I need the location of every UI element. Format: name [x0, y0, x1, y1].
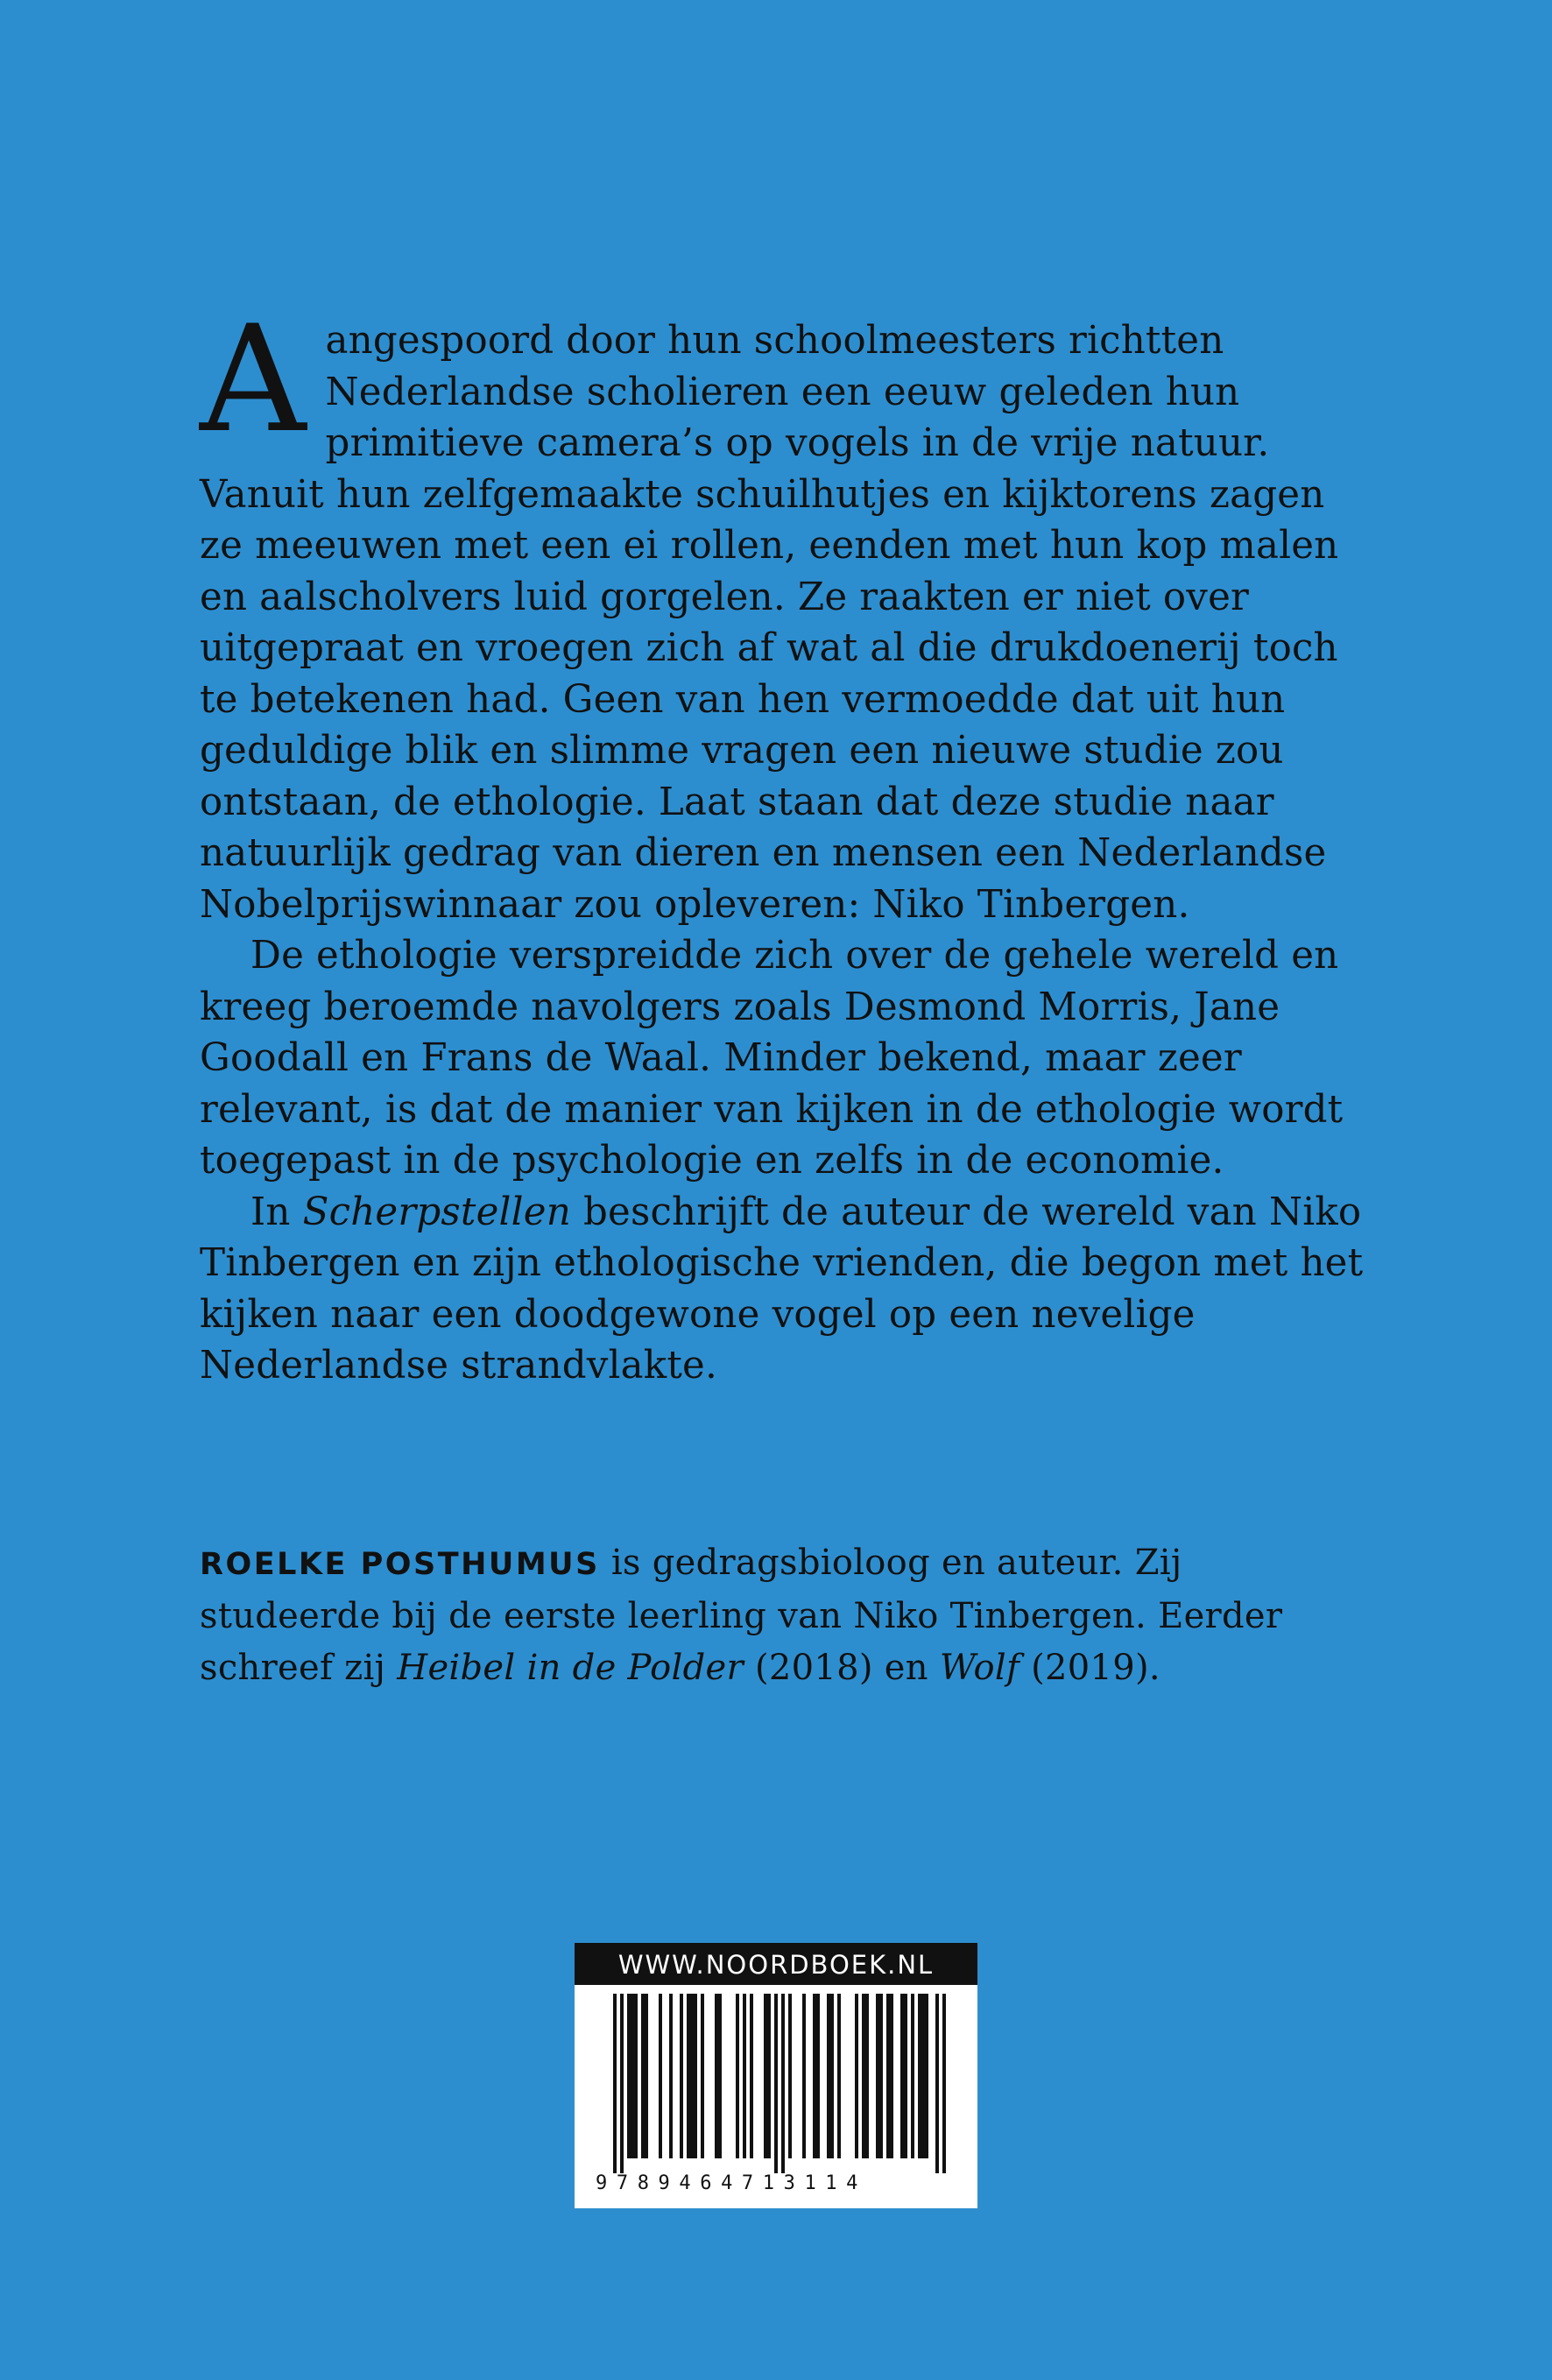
barcode-bar: [750, 1994, 753, 2158]
publisher-website[interactable]: WWW.NOORDBOEK.NL: [575, 1943, 977, 1985]
barcode-bar: [701, 1994, 704, 2158]
author-bio-text: [200, 1537, 1373, 1694]
barcode-bar: [680, 1994, 683, 2158]
author-bio: [200, 1537, 1373, 1694]
barcode-bar: [837, 1994, 841, 2158]
barcode-bar: [645, 1994, 648, 2158]
barcode-bar: [634, 1994, 638, 2158]
barcode-bar: [690, 1994, 694, 2158]
barcode-bar: [627, 1994, 631, 2158]
barcode-bar: [918, 1994, 921, 2158]
blurb-paragraph-3-prefix: In: [250, 1190, 291, 1234]
bio-year-2: (2019).: [1031, 1648, 1160, 1688]
barcode-box: [575, 1943, 977, 2208]
barcode-bar: [687, 1994, 690, 2158]
barcode-bar: [879, 1994, 883, 2158]
barcode-bar: [694, 1994, 697, 2158]
barcode-bar: [781, 1994, 785, 2173]
blurb-paragraph-1: [200, 293, 1373, 930]
barcode-bar: [911, 1994, 914, 2158]
barcode-bar: [925, 1994, 928, 2158]
barcode-bar: [620, 1994, 624, 2173]
isbn-number: 9789464713114: [596, 2172, 867, 2194]
barcode-bar: [774, 1994, 778, 2173]
barcode-bar: [802, 1994, 806, 2158]
barcode-bar: [631, 1994, 634, 2158]
blurb-paragraph-3-text: beschrijft de auteur de wereld van Niko Tinbergen en zijn ethologische vrienden, die begon met het kijken naar een doodgewone vogel op een nevelige Nederlandse strandvlakte.: [200, 1190, 1364, 1388]
barcode-bar: [890, 1994, 893, 2158]
barcode-bar: [736, 1994, 739, 2158]
blurb-paragraph-2: De ethologie verspreidde zich over de gehele wereld en kreeg beroemde navolgers zoals Desmond Morris, Jane Goodall en Frans de Waal. Minder bekend, maar zeer relevant, is dat de manier van kijken in de ethologie wordt toegepast in de psychologie en zelfs in de economie.: [200, 934, 1344, 1183]
barcode-bar: [862, 1994, 865, 2158]
back-cover-blurb: [200, 293, 1373, 1392]
barcode-bar: [718, 1994, 722, 2158]
author-name: ROELKE POSTHUMUS: [200, 1547, 600, 1582]
barcode-bar: [827, 1994, 830, 2158]
barcode-bar: [641, 1994, 645, 2158]
barcode-bar: [865, 1994, 869, 2158]
barcode-bar: [921, 1994, 925, 2158]
barcode-bar: [613, 1994, 617, 2173]
barcode-bar: [816, 1994, 820, 2158]
book-title-heibel: Heibel in de Polder: [397, 1648, 744, 1688]
barcode-bar: [935, 1994, 939, 2173]
barcode-bar: [767, 1994, 771, 2158]
barcode-bar: [715, 1994, 718, 2158]
drop-cap: A: [200, 293, 307, 465]
blurb-paragraph-3: [200, 1187, 1373, 1392]
barcode-bar: [788, 1994, 792, 2158]
blurb-paragraph-1-text: angespoord door hun schoolmeesters richtten Nederlandse scholieren een eeuw geleden hun primitieve camera’s op vogels in de vrije natuur. Vanuit hun zelfgemaakte schuilhutjes en kijktorens zagen ze meeuwen met een ei rollen, eenden met hun kop malen en aalscholvers luid gorgelen. Ze raakten er niet over uitgepraat en vroegen zich af wat al die drukdoenerij toch te betekenen had. Geen van hen vermoedde dat uit hun geduldige blik en slimme vragen een nieuwe studie zou ontstaan, de ethologie. Laat staan dat deze studie naar natuurlijk gedrag van dieren en mensen een Nederlandse Nobelprijswinnaar zou opleveren: Niko Tinbergen.: [200, 319, 1339, 927]
barcode-bar: [830, 1994, 834, 2158]
barcode-bar: [942, 1994, 946, 2173]
book-title-wolf: Wolf: [939, 1648, 1020, 1688]
barcode-bar: [669, 1994, 673, 2158]
barcode-bar: [886, 1994, 890, 2158]
barcode-bar: [659, 1994, 662, 2158]
barcode-bar: [743, 1994, 746, 2158]
barcode-bar: [764, 1994, 767, 2158]
bio-text-1: is gedragsbioloog en auteur. Zij studeerde bij de eerste leerling van Niko Tinbergen. Eerder schreef zij: [200, 1543, 1283, 1688]
bio-year-1: (2018) en: [754, 1648, 928, 1688]
isbn-barcode: [575, 1994, 977, 2173]
barcode-bar: [855, 1994, 858, 2158]
barcode-bar: [876, 1994, 879, 2158]
barcode-bar: [904, 1994, 907, 2158]
barcode-bar: [900, 1994, 904, 2158]
barcode-bar: [813, 1994, 816, 2158]
book-title-scherpstellen: Scherpstellen: [302, 1190, 571, 1234]
